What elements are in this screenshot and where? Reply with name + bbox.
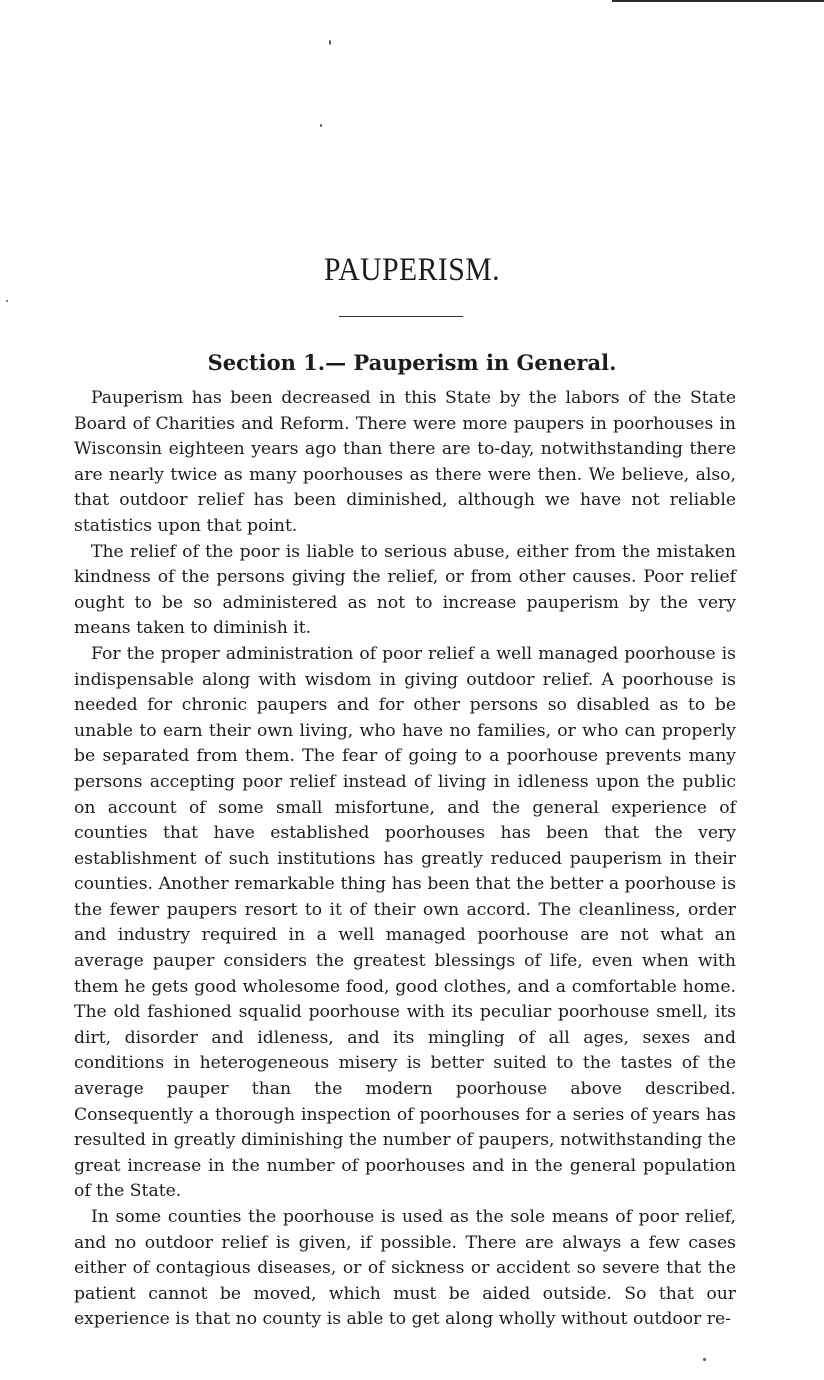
paragraph: In some counties the poorhouse is used as the sole means of poor relief, and no outdoor relief is given, if possible. There are always a few cases either of contagious diseases, or of sickness or accident so severe that the patient cannot be moved, which must be aided outside. So that our experience is that no county is able to get along wholly without outdoor re- bbox=[74, 1207, 736, 1330]
paper-speck bbox=[320, 124, 322, 127]
page-title: PAUPERISM. bbox=[324, 252, 500, 288]
paragraph: For the proper administration of poor relief a well managed poorhouse is indispensable along with wisdom in giving outdoor relief. A poorhouse is needed for chronic paupers and for other persons so disabled as to be unable to earn their own living, who have no families, or who can properly be separated from them. The fear of going to a poorhouse prevents many persons accepting poor relief instead of living in idleness upon the public on account of some small misfortune, and the general experience of counties that have established poorhouses has been that the very establishment of such institutions has greatly reduced pauperism in their counties. Another remarkable thing has been that the better a poorhouse is the fewer paupers resort to it of their own accord. The cleanliness, order and industry required in a well managed poorhouse are not what an average pauper considers the greatest blessings of life, even when with them he gets good wholesome food, good clothes, and a comfortable home. The old fashioned squalid poorhouse with its peculiar poorhouse smell, its dirt, disorder and idleness, and its mingling of all ages, sexes and conditions in heterogeneous misery is better suited to the tastes of the average pauper than the modern poorhouse above described. Consequently a thorough inspection of poorhouses for a series of years has resulted in greatly diminishing the number of paupers, notwithstanding the great increase in the number of poorhouses and in the general population of the State. bbox=[74, 643, 736, 1202]
section-heading: Section 1.— Pauperism in General. bbox=[207, 350, 617, 375]
title-divider bbox=[339, 316, 463, 317]
paragraph: The relief of the poor is liable to serious abuse, either from the mistaken kindness of the persons giving the relief, or from other causes. Poor relief ought to be so administered as not to increase pauperism by the very means taken to diminish it. bbox=[74, 541, 736, 639]
body-text bbox=[74, 386, 736, 1333]
paragraph: Pauperism has been decreased in this State by the labors of the State Board of Charities and Reform. There were more paupers in poorhouses in Wisconsin eighteen years ago than there are to-day, notwithstanding there are nearly twice as many poorhouses as there were then. We believe, also, that outdoor relief has been diminished, although we have not reliable statistics upon that point. bbox=[74, 388, 736, 536]
paper-speck bbox=[329, 40, 331, 45]
paper-speck bbox=[6, 300, 8, 302]
page-edge-rule bbox=[612, 0, 824, 2]
paper-speck bbox=[703, 1358, 706, 1361]
